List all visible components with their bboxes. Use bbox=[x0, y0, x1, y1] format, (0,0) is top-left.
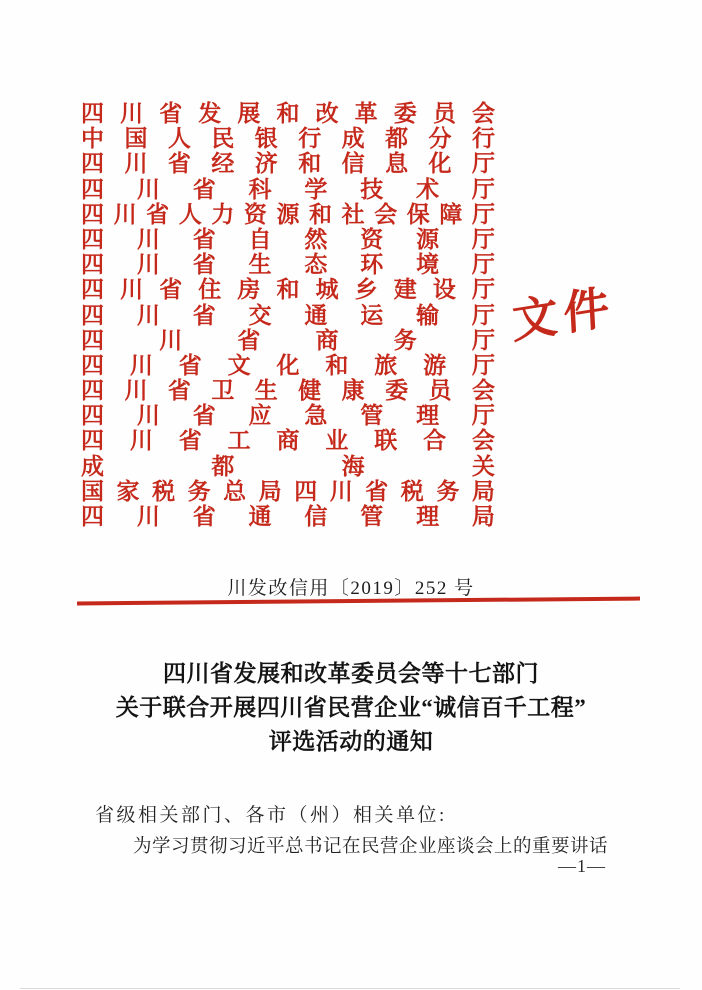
department-char: 厅 bbox=[471, 151, 495, 177]
document-number: 川发改信用〔2019〕252 号 bbox=[227, 578, 475, 599]
department-char: 四 bbox=[81, 277, 104, 303]
department-line bbox=[81, 303, 495, 328]
department-char: 四 bbox=[294, 478, 318, 504]
department-char: 工 bbox=[227, 428, 251, 454]
department-char: 员 bbox=[432, 101, 456, 126]
department-char: 务 bbox=[393, 327, 417, 353]
body-paragraph: 为学习贯彻习近平总书记在民营企业座谈会上的重要讲话 bbox=[133, 837, 609, 857]
department-char: 省 bbox=[178, 352, 202, 378]
department-char: 省 bbox=[365, 478, 389, 504]
department-char: 家 bbox=[116, 478, 140, 504]
department-char: 务 bbox=[187, 478, 211, 504]
department-char: 信 bbox=[304, 504, 328, 529]
department-char: 源 bbox=[276, 201, 300, 227]
department-char: 建 bbox=[393, 277, 417, 303]
department-char: 银 bbox=[254, 126, 278, 152]
department-char: 厅 bbox=[471, 403, 495, 429]
department-char: 省 bbox=[167, 378, 191, 404]
department-char: 川 bbox=[129, 428, 153, 454]
department-char: 信 bbox=[341, 151, 365, 177]
department-char: 都 bbox=[385, 126, 409, 152]
department-char: 四 bbox=[81, 252, 104, 278]
department-char: 员 bbox=[428, 378, 452, 404]
department-char: 和 bbox=[309, 201, 333, 227]
department-char: 委 bbox=[393, 101, 417, 126]
department-char: 局 bbox=[471, 504, 495, 529]
department-char: 四 bbox=[81, 226, 104, 252]
department-char: 分 bbox=[428, 126, 452, 152]
department-char: 四 bbox=[81, 327, 104, 353]
department-char: 乡 bbox=[354, 277, 378, 303]
department-char: 四 bbox=[81, 302, 104, 328]
department-line bbox=[81, 177, 495, 202]
department-line bbox=[81, 378, 495, 403]
department-char: 川 bbox=[329, 478, 353, 504]
department-char: 人 bbox=[167, 126, 191, 152]
department-char: 通 bbox=[248, 504, 272, 529]
department-char: 川 bbox=[129, 352, 153, 378]
department-char: 国 bbox=[124, 126, 148, 152]
department-char: 术 bbox=[416, 176, 440, 202]
department-char: 川 bbox=[124, 378, 148, 404]
department-char: 四 bbox=[81, 352, 104, 378]
department-char: 川 bbox=[159, 327, 183, 353]
department-char: 省 bbox=[178, 428, 202, 454]
department-char: 局 bbox=[471, 478, 495, 504]
department-char: 川 bbox=[120, 101, 144, 126]
department-char: 厅 bbox=[471, 176, 495, 202]
department-line bbox=[81, 504, 495, 529]
document-title bbox=[0, 657, 702, 759]
department-char: 川 bbox=[136, 252, 160, 278]
department-char: 川 bbox=[136, 226, 160, 252]
department-char: 卫 bbox=[211, 378, 235, 404]
department-char: 和 bbox=[276, 277, 300, 303]
department-char: 会 bbox=[471, 378, 495, 404]
department-char: 和 bbox=[325, 352, 349, 378]
department-char: 展 bbox=[237, 101, 261, 126]
department-char: 运 bbox=[360, 302, 384, 328]
department-char: 省 bbox=[192, 302, 216, 328]
department-char: 会 bbox=[374, 201, 398, 227]
department-char: 国 bbox=[81, 478, 104, 504]
department-char: 学 bbox=[304, 176, 328, 202]
department-char: 房 bbox=[237, 277, 261, 303]
department-char: 保 bbox=[406, 201, 430, 227]
department-char: 厅 bbox=[471, 302, 495, 328]
department-char: 发 bbox=[198, 101, 222, 126]
department-char: 城 bbox=[315, 277, 339, 303]
department-char: 生 bbox=[254, 378, 278, 404]
department-line bbox=[81, 227, 495, 252]
department-char: 联 bbox=[374, 428, 398, 454]
department-char: 商 bbox=[276, 428, 300, 454]
department-char: 厅 bbox=[472, 352, 495, 378]
department-char: 川 bbox=[136, 403, 160, 429]
department-char: 息 bbox=[385, 151, 409, 177]
department-char: 理 bbox=[416, 504, 440, 529]
department-char: 中 bbox=[81, 126, 104, 152]
department-char: 旅 bbox=[374, 352, 398, 378]
department-char: 成 bbox=[81, 453, 104, 479]
department-line bbox=[81, 101, 495, 126]
department-char: 业 bbox=[325, 428, 349, 454]
department-char: 技 bbox=[360, 176, 384, 202]
title-line-1: 四川省发展和改革委员会等十七部门 bbox=[163, 661, 539, 686]
department-char: 社 bbox=[341, 201, 365, 227]
department-char: 四 bbox=[81, 403, 104, 429]
department-char: 省 bbox=[237, 327, 261, 353]
department-char: 然 bbox=[304, 226, 328, 252]
department-char: 游 bbox=[423, 352, 447, 378]
department-char: 人 bbox=[178, 201, 202, 227]
department-line bbox=[81, 277, 495, 302]
department-char: 设 bbox=[432, 277, 456, 303]
department-char: 省 bbox=[192, 403, 216, 429]
department-char: 厅 bbox=[471, 252, 495, 278]
department-char: 住 bbox=[198, 277, 222, 303]
department-line bbox=[81, 403, 495, 428]
department-char: 省 bbox=[146, 201, 170, 227]
department-char: 应 bbox=[248, 403, 272, 429]
department-char: 行 bbox=[471, 126, 495, 152]
department-char: 四 bbox=[81, 201, 104, 227]
department-char: 合 bbox=[423, 428, 447, 454]
department-char: 厅 bbox=[471, 201, 495, 227]
department-char: 税 bbox=[400, 478, 424, 504]
department-char: 税 bbox=[152, 478, 176, 504]
department-char: 输 bbox=[416, 302, 440, 328]
department-line bbox=[81, 328, 495, 353]
department-line bbox=[81, 151, 495, 176]
department-char: 省 bbox=[159, 101, 183, 126]
department-char: 和 bbox=[276, 101, 300, 126]
department-char: 四 bbox=[81, 101, 104, 126]
department-char: 管 bbox=[360, 504, 384, 529]
department-char: 总 bbox=[223, 478, 247, 504]
department-char: 态 bbox=[304, 252, 328, 278]
department-char: 省 bbox=[192, 226, 216, 252]
department-char: 改 bbox=[315, 101, 339, 126]
department-char: 商 bbox=[315, 327, 339, 353]
department-char: 四 bbox=[81, 428, 104, 454]
department-char: 和 bbox=[298, 151, 322, 177]
department-char: 川 bbox=[124, 151, 148, 177]
department-line bbox=[81, 202, 495, 227]
department-char: 川 bbox=[136, 302, 160, 328]
letterhead-department-list bbox=[81, 101, 495, 529]
department-char: 务 bbox=[436, 478, 460, 504]
department-char: 川 bbox=[113, 201, 137, 227]
department-char: 省 bbox=[192, 252, 216, 278]
title-line-3: 评选活动的通知 bbox=[268, 729, 434, 754]
department-char: 关 bbox=[471, 453, 495, 479]
department-char: 省 bbox=[159, 277, 183, 303]
department-char: 资 bbox=[360, 226, 384, 252]
department-char: 通 bbox=[304, 302, 328, 328]
department-char: 四 bbox=[81, 176, 104, 202]
department-char: 交 bbox=[248, 302, 272, 328]
department-line bbox=[81, 479, 495, 504]
department-char: 省 bbox=[192, 176, 216, 202]
department-line bbox=[81, 428, 495, 453]
department-line bbox=[81, 252, 495, 277]
salutation-line: 省级相关部门、各市（州）相关单位: bbox=[95, 805, 447, 826]
department-line bbox=[81, 353, 495, 378]
department-char: 四 bbox=[81, 378, 104, 404]
department-char: 健 bbox=[298, 378, 322, 404]
department-char: 环 bbox=[360, 252, 384, 278]
department-char: 厅 bbox=[471, 277, 495, 303]
department-char: 力 bbox=[211, 201, 235, 227]
department-line bbox=[81, 454, 495, 479]
department-char: 资 bbox=[243, 201, 267, 227]
department-char: 四 bbox=[81, 504, 104, 529]
department-char: 委 bbox=[385, 378, 409, 404]
department-char: 厅 bbox=[471, 226, 495, 252]
department-char: 文 bbox=[227, 352, 251, 378]
department-char: 省 bbox=[192, 504, 216, 529]
department-char: 成 bbox=[341, 126, 365, 152]
department-char: 行 bbox=[298, 126, 322, 152]
department-char: 川 bbox=[136, 504, 160, 529]
title-line-2: 关于联合开展四川省民营企业“诚信百千工程” bbox=[115, 695, 587, 720]
department-char: 科 bbox=[248, 176, 272, 202]
department-char: 厅 bbox=[471, 327, 495, 353]
department-char: 都 bbox=[211, 453, 235, 479]
department-char: 境 bbox=[416, 252, 440, 278]
department-char: 会 bbox=[472, 428, 495, 454]
department-char: 理 bbox=[416, 403, 440, 429]
department-char: 省 bbox=[167, 151, 191, 177]
department-char: 会 bbox=[471, 101, 495, 126]
department-char: 海 bbox=[341, 453, 365, 479]
department-char: 四 bbox=[81, 151, 104, 177]
department-char: 民 bbox=[211, 126, 235, 152]
department-char: 经 bbox=[211, 151, 235, 177]
department-line bbox=[81, 126, 495, 151]
department-char: 源 bbox=[416, 226, 440, 252]
document-mark: 文件 bbox=[510, 280, 617, 349]
department-char: 自 bbox=[248, 226, 272, 252]
department-char: 川 bbox=[120, 277, 144, 303]
department-char: 化 bbox=[276, 352, 300, 378]
department-char: 川 bbox=[136, 176, 160, 202]
department-char: 急 bbox=[304, 403, 328, 429]
department-char: 革 bbox=[354, 101, 378, 126]
department-char: 生 bbox=[248, 252, 272, 278]
department-char: 障 bbox=[439, 201, 463, 227]
scan-edge-artifact bbox=[20, 988, 680, 990]
page-number: —1— bbox=[558, 856, 606, 876]
department-char: 管 bbox=[360, 403, 384, 429]
department-char: 局 bbox=[258, 478, 282, 504]
department-char: 化 bbox=[428, 151, 452, 177]
department-char: 济 bbox=[254, 151, 278, 177]
department-char: 康 bbox=[341, 378, 365, 404]
